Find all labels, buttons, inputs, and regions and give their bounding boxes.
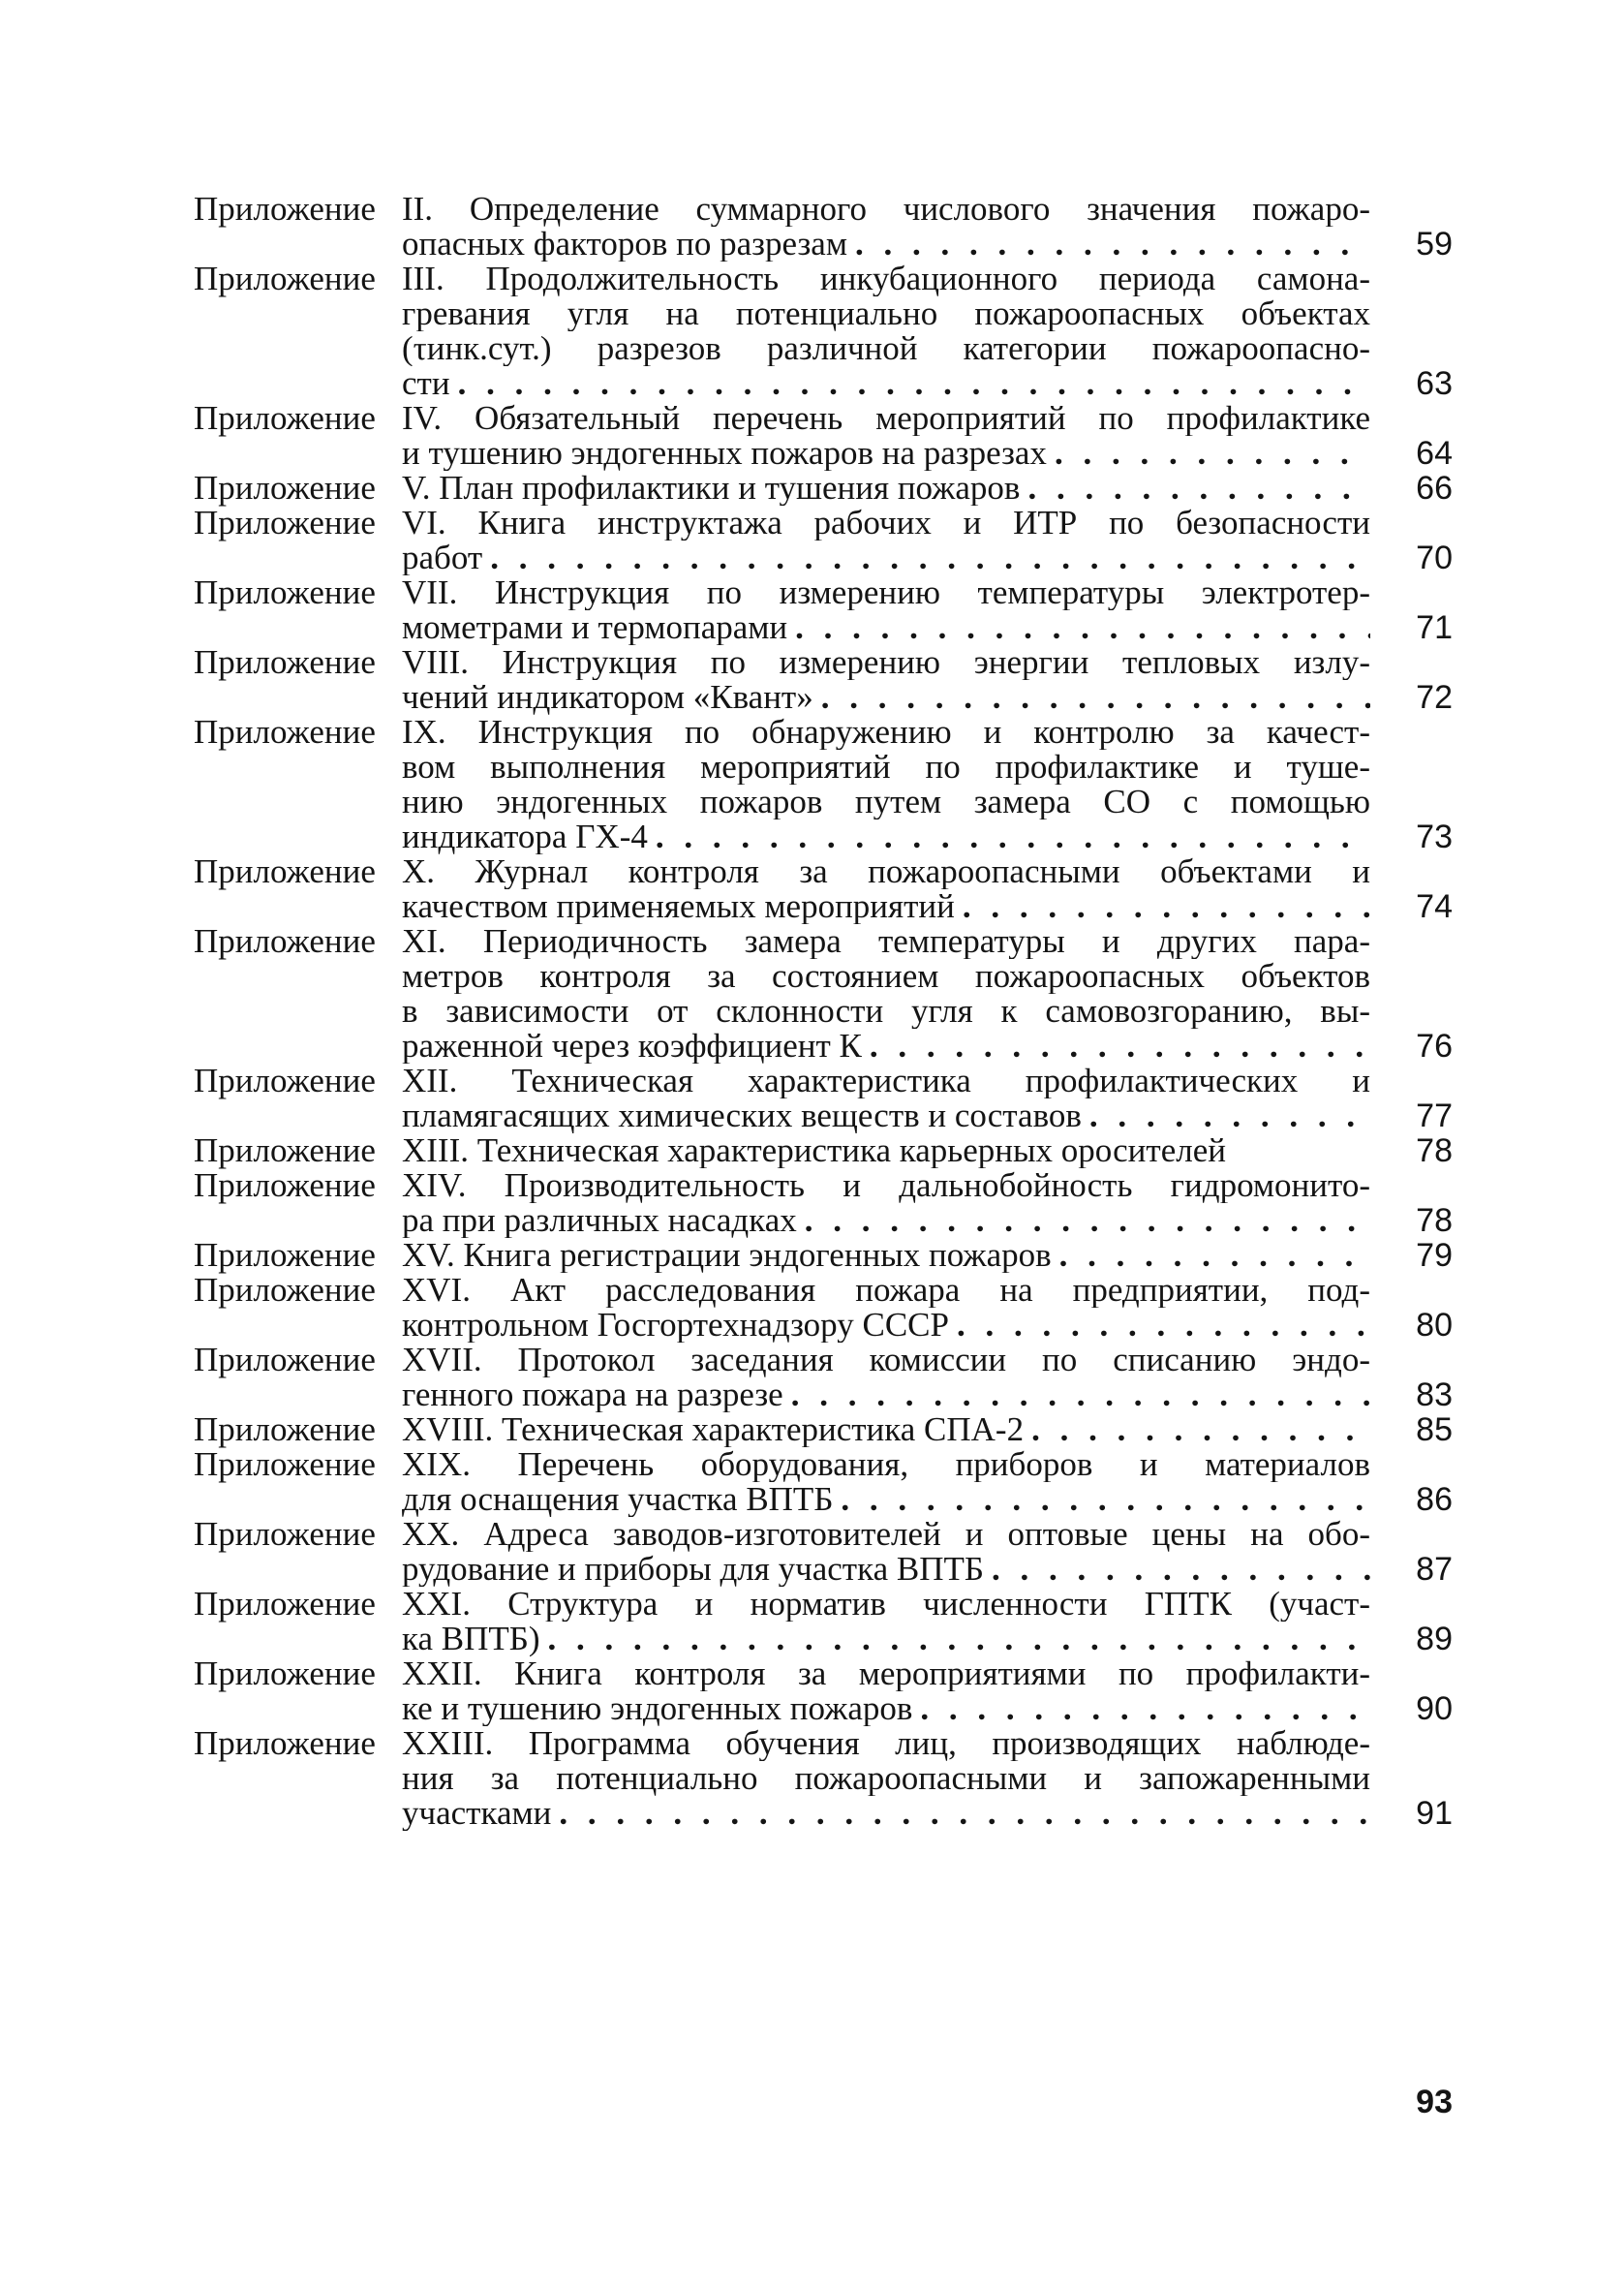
table-of-contents bbox=[194, 192, 1453, 1831]
toc-entry-title-line: ра при различных насадках bbox=[402, 1203, 797, 1238]
toc-entry bbox=[194, 1447, 1453, 1517]
toc-entry-prefix: Приложение bbox=[194, 1341, 376, 1378]
dot-leader bbox=[833, 1482, 1370, 1517]
toc-entry bbox=[194, 1343, 1453, 1412]
toc-entry bbox=[194, 575, 1453, 645]
toc-entry-title-line: VI. Книга инструктажа рабочих и ИТР по безопасности bbox=[402, 506, 1370, 541]
toc-entry-page: 64 bbox=[1416, 435, 1453, 472]
toc-entry bbox=[194, 192, 1453, 262]
toc-entry bbox=[194, 1273, 1453, 1343]
toc-entry-title-line: гревания угля на потенциально пожароопасных объектах bbox=[402, 296, 1370, 331]
toc-entry bbox=[194, 924, 1453, 1064]
toc-entry-prefix: Приложение bbox=[194, 1410, 376, 1448]
toc-entry-prefix: Приложение bbox=[194, 190, 376, 228]
toc-entry-title-line: IX. Инструкция по обнаружению и контролю за качест- bbox=[402, 715, 1370, 750]
toc-entry-title-line: XIX. Перечень оборудования, приборов и материалов bbox=[402, 1447, 1370, 1482]
toc-entry-title-line: метров контроля за состоянием пожароопасных объектов bbox=[402, 959, 1370, 994]
toc-entry-title bbox=[402, 715, 1370, 854]
toc-entry-page: 76 bbox=[1416, 1028, 1453, 1065]
toc-entry-title-line: XVIII. Техническая характеристика СПА-2 bbox=[402, 1412, 1025, 1447]
toc-entry-title bbox=[402, 1587, 1370, 1656]
toc-entry bbox=[194, 471, 1453, 506]
toc-entry-prefix: Приложение bbox=[194, 1445, 376, 1483]
toc-entry-title-line: участками bbox=[402, 1796, 552, 1831]
toc-entry-prefix: Приложение bbox=[194, 260, 376, 297]
toc-entry-title-line: рудование и приборы для участка ВПТБ bbox=[402, 1552, 984, 1587]
dot-leader bbox=[1047, 436, 1370, 471]
toc-entry-page: 79 bbox=[1416, 1237, 1453, 1274]
toc-entry-title-line: XIII. Техническая характеристика карьерных оросителей bbox=[402, 1133, 1226, 1168]
toc-entry-title-line: IV. Обязательный перечень мероприятий по профилактике bbox=[402, 401, 1370, 436]
toc-entry-title-line: ка ВПТБ) bbox=[402, 1622, 540, 1656]
dot-leader bbox=[813, 680, 1370, 715]
dot-leader bbox=[797, 1203, 1370, 1238]
toc-entry-page: 66 bbox=[1416, 470, 1453, 507]
toc-entry-title-line: работ bbox=[402, 541, 483, 575]
toc-entry-title-line: нию эндогенных пожаров путем замера СО с помощью bbox=[402, 785, 1370, 819]
toc-entry-title bbox=[402, 575, 1370, 645]
toc-entry bbox=[194, 262, 1453, 401]
toc-entry bbox=[194, 506, 1453, 575]
toc-entry-page: 86 bbox=[1416, 1481, 1453, 1518]
toc-entry-title bbox=[402, 1133, 1370, 1168]
toc-entry-prefix: Приложение bbox=[194, 1271, 376, 1309]
toc-entry-prefix: Приложение bbox=[194, 922, 376, 960]
toc-entry-title bbox=[402, 401, 1370, 471]
dot-leader bbox=[482, 541, 1370, 575]
toc-entry-prefix: Приложение bbox=[194, 713, 376, 751]
toc-entry-page: 89 bbox=[1416, 1621, 1453, 1657]
toc-entry-title bbox=[402, 1168, 1370, 1238]
toc-entry-title-line: качеством применяемых мероприятий bbox=[402, 889, 955, 924]
dot-leader bbox=[955, 889, 1370, 924]
dot-leader bbox=[783, 1377, 1370, 1412]
toc-entry-page: 85 bbox=[1416, 1411, 1453, 1448]
toc-entry-title bbox=[402, 1656, 1370, 1726]
toc-entry-page: 78 bbox=[1416, 1202, 1453, 1239]
toc-entry-prefix: Приложение bbox=[194, 399, 376, 437]
toc-entry bbox=[194, 1412, 1453, 1447]
toc-entry-title-line: VIII. Инструкция по измерению энергии тепловых излу- bbox=[402, 645, 1370, 680]
toc-entry-title-line: VII. Инструкция по измерению температуры электротер- bbox=[402, 575, 1370, 610]
toc-entry-prefix: Приложение bbox=[194, 504, 376, 541]
toc-entry-title bbox=[402, 471, 1370, 506]
toc-entry-page: 83 bbox=[1416, 1376, 1453, 1413]
toc-entry-title bbox=[402, 1238, 1370, 1273]
toc-entry-page: 77 bbox=[1416, 1098, 1453, 1134]
toc-entry-title-line: V. План профилактики и тушения пожаров bbox=[402, 471, 1021, 506]
toc-entry-page: 80 bbox=[1416, 1307, 1453, 1344]
toc-entry-title-line: XVII. Протокол заседания комиссии по списанию эндо- bbox=[402, 1343, 1370, 1377]
toc-entry-prefix: Приложение bbox=[194, 1062, 376, 1099]
toc-entry-page: 91 bbox=[1416, 1795, 1453, 1832]
toc-entry-page: 90 bbox=[1416, 1690, 1453, 1727]
toc-entry-title-line: пламягасящих химических веществ и составов bbox=[402, 1098, 1082, 1133]
toc-entry-title-line: мометрами и термопарами bbox=[402, 610, 788, 645]
toc-entry-page: 74 bbox=[1416, 888, 1453, 925]
toc-entry-title-line: генного пожара на разрезе bbox=[402, 1377, 783, 1412]
toc-entry-prefix: Приложение bbox=[194, 643, 376, 681]
toc-entry-title-line: опасных факторов по разрезам bbox=[402, 227, 847, 262]
toc-entry-title-line: XXII. Книга контроля за мероприятиями по профилакти- bbox=[402, 1656, 1370, 1691]
toc-entry-title-line: XII. Техническая характеристика профилактических и bbox=[402, 1064, 1370, 1098]
dot-leader bbox=[648, 819, 1370, 854]
toc-entry bbox=[194, 854, 1453, 924]
toc-entry-page: 73 bbox=[1416, 819, 1453, 855]
dot-leader bbox=[847, 227, 1370, 262]
toc-entry-page: 71 bbox=[1416, 609, 1453, 646]
toc-entry-title-line: ке и тушению эндогенных пожаров bbox=[402, 1691, 913, 1726]
toc-entry-title-line: ния за потенциально пожароопасными и запожаренными bbox=[402, 1761, 1370, 1796]
toc-entry-prefix: Приложение bbox=[194, 573, 376, 611]
toc-entry-title bbox=[402, 1273, 1370, 1343]
toc-entry bbox=[194, 715, 1453, 854]
toc-entry-title bbox=[402, 506, 1370, 575]
toc-entry-title-line: индикатора ГХ-4 bbox=[402, 819, 648, 854]
dot-leader bbox=[984, 1552, 1370, 1587]
dot-leader bbox=[912, 1691, 1370, 1726]
toc-entry bbox=[194, 1168, 1453, 1238]
toc-entry-title bbox=[402, 854, 1370, 924]
toc-entry-title-line: XV. Книга регистрации эндогенных пожаров bbox=[402, 1238, 1052, 1273]
toc-entry-prefix: Приложение bbox=[194, 1166, 376, 1204]
toc-entry-page: 78 bbox=[1416, 1132, 1453, 1169]
toc-entry-prefix: Приложение bbox=[194, 469, 376, 507]
toc-entry-title bbox=[402, 1447, 1370, 1517]
toc-entry bbox=[194, 1133, 1453, 1168]
dot-leader bbox=[551, 1796, 1370, 1831]
toc-entry-title-line: II. Определение суммарного числового значения пожаро- bbox=[402, 192, 1370, 227]
toc-entry-title bbox=[402, 262, 1370, 401]
toc-entry-title-line: контрольном Госгортехнадзору СССР bbox=[402, 1308, 949, 1343]
toc-entry-title bbox=[402, 924, 1370, 1064]
dot-leader bbox=[1082, 1098, 1370, 1133]
toc-entry-prefix: Приложение bbox=[194, 1654, 376, 1692]
toc-entry-title-line: для оснащения участка ВПТБ bbox=[402, 1482, 834, 1517]
toc-entry-title-line: XIV. Производительность и дальнобойность гидромонито- bbox=[402, 1168, 1370, 1203]
toc-entry bbox=[194, 1656, 1453, 1726]
toc-entry-prefix: Приложение bbox=[194, 1236, 376, 1274]
toc-entry-title-line: и тушению эндогенных пожаров на разрезах bbox=[402, 436, 1047, 471]
toc-entry-title-line: вом выполнения мероприятий по профилактике и туше- bbox=[402, 750, 1370, 785]
toc-entry bbox=[194, 1064, 1453, 1133]
toc-entry bbox=[194, 1587, 1453, 1656]
toc-entry-page: 59 bbox=[1416, 226, 1453, 263]
dot-leader bbox=[540, 1622, 1370, 1656]
toc-entry-prefix: Приложение bbox=[194, 1515, 376, 1553]
toc-entry-title-line: сти bbox=[402, 366, 450, 401]
toc-entry-title-line: III. Продолжительность инкубационного периода самона- bbox=[402, 262, 1370, 296]
toc-entry-title-line: X. Журнал контроля за пожароопасными объектами и bbox=[402, 854, 1370, 889]
dot-leader bbox=[1052, 1238, 1370, 1273]
page-number: 93 bbox=[1416, 2084, 1453, 2120]
toc-entry-title bbox=[402, 192, 1370, 262]
toc-entry-title bbox=[402, 1412, 1370, 1447]
toc-entry-page: 70 bbox=[1416, 540, 1453, 576]
toc-entry-title-line: чений индикатором «Квант» bbox=[402, 680, 813, 715]
dot-leader bbox=[450, 366, 1370, 401]
toc-entry-title-line: XVI. Акт расследования пожара на предприятии, под- bbox=[402, 1273, 1370, 1308]
toc-entry-page: 63 bbox=[1416, 365, 1453, 402]
toc-entry bbox=[194, 645, 1453, 715]
toc-entry-prefix: Приложение bbox=[194, 1585, 376, 1623]
dot-leader bbox=[1024, 1412, 1370, 1447]
toc-entry-prefix: Приложение bbox=[194, 1724, 376, 1762]
toc-entry-page: 87 bbox=[1416, 1551, 1453, 1588]
toc-entry-title-line: раженной через коэффициент К bbox=[402, 1029, 862, 1064]
toc-entry-title bbox=[402, 645, 1370, 715]
toc-entry-title bbox=[402, 1343, 1370, 1412]
toc-entry-page: 72 bbox=[1416, 679, 1453, 716]
toc-entry bbox=[194, 401, 1453, 471]
toc-entry-title bbox=[402, 1726, 1370, 1831]
dot-leader bbox=[1226, 1133, 1370, 1168]
toc-entry-title bbox=[402, 1064, 1370, 1133]
dot-leader bbox=[787, 610, 1370, 645]
toc-entry bbox=[194, 1238, 1453, 1273]
dot-leader bbox=[949, 1308, 1370, 1343]
toc-entry-prefix: Приложение bbox=[194, 1131, 376, 1169]
toc-entry-title-line: XXIII. Программа обучения лиц, производящих наблюде- bbox=[402, 1726, 1370, 1761]
toc-entry bbox=[194, 1726, 1453, 1831]
toc-entry-title-line: XX. Адреса заводов-изготовителей и оптовые цены на обо- bbox=[402, 1517, 1370, 1552]
toc-entry-title-line: XI. Периодичность замера температуры и других пара- bbox=[402, 924, 1370, 959]
dot-leader bbox=[862, 1029, 1370, 1064]
toc-entry-prefix: Приложение bbox=[194, 852, 376, 890]
toc-entry-title bbox=[402, 1517, 1370, 1587]
toc-entry-title-line: (τинк.сут.) разрезов различной категории пожароопасно- bbox=[402, 331, 1370, 366]
toc-entry-title-line: в зависимости от склонности угля к самовозгоранию, вы- bbox=[402, 994, 1370, 1029]
dot-leader bbox=[1020, 471, 1370, 506]
toc-entry bbox=[194, 1517, 1453, 1587]
toc-entry-title-line: XXI. Структура и норматив численности ГПТК (участ- bbox=[402, 1587, 1370, 1622]
